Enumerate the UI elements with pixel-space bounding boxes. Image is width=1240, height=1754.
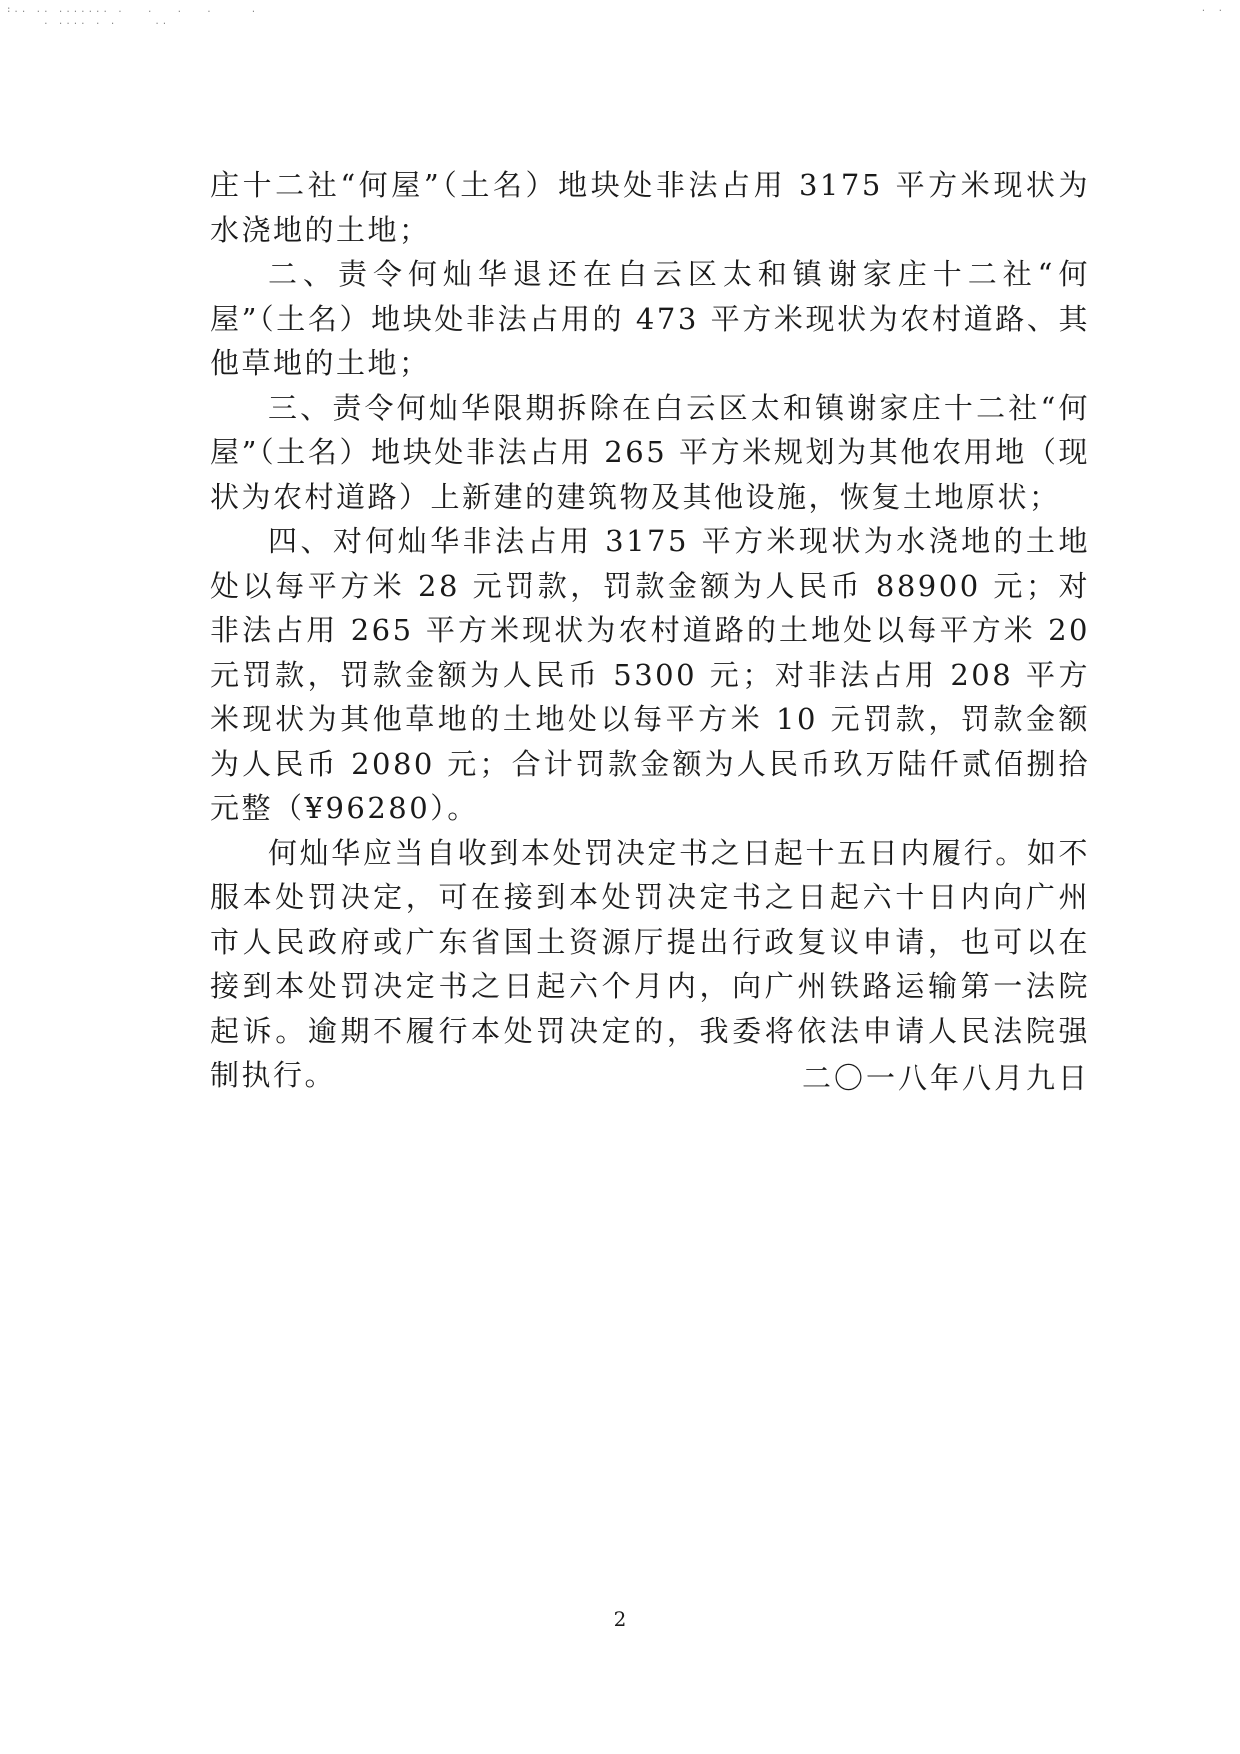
paragraph-continuation: 庄十二社“何屋”（土名）地块处非法占用 3175 平方米现状为水浇地的土地； [210, 168, 1090, 247]
scan-artifact-top-right: . . [1200, 4, 1226, 14]
scan-artifact-line-1: :.. .. ....... . . . . . [6, 5, 259, 15]
paragraph-notice: 何灿华应当自收到本处罚决定书之日起十五日内履行。如不服本处罚决定，可在接到本处罚决定书之日起六十日内向广州市人民政府或广东省国土资源厅提出行政复议申请，也可以在接到本处罚决定书之日起六个月内，向广州铁路运输第一法院起诉。逾期不履行本处罚决定的，我委将依法申请人民法院强制执行。 [210, 835, 1090, 1092]
document-body [210, 163, 1090, 1098]
paragraph-item-2: 二、责令何灿华退还在白云区太和镇谢家庄十二社“何屋”（土名）地块处非法占用的 473 平方米现状为农村道路、其他草地的土地； [210, 257, 1090, 380]
paragraph-item-3: 三、责令何灿华限期拆除在白云区太和镇谢家庄十二社“何屋”（土名）地块处非法占用 265 平方米规划为其他农用地（现状为农村道路）上新建的建筑物及其他设施，恢复土地原状； [210, 390, 1090, 514]
paragraph-item-4: 四、对何灿华非法占用 3175 平方米现状为水浇地的土地处以每平方米 28 元罚款，罚款金额为人民币 88900 元；对非法占用 265 平方米现状为农村道路的土地处以每平方米 20 元罚款，罚款金额为人民币 5300 元；对非法占用 208 平方米现状为其他草地的土地处以每平方米 10 元罚款，罚款金额为人民币 2080 元；合计罚款金额为人民币玖万陆仟贰佰捌拾元整（¥96280）。 [210, 524, 1090, 825]
page-number: 2 [613, 1607, 627, 1631]
document-date: 二〇一八年八月九日 [801, 1061, 1090, 1095]
scan-artifact-line-2: . .... . . .. [6, 17, 170, 27]
scan-artifact-top-left [6, 4, 258, 28]
